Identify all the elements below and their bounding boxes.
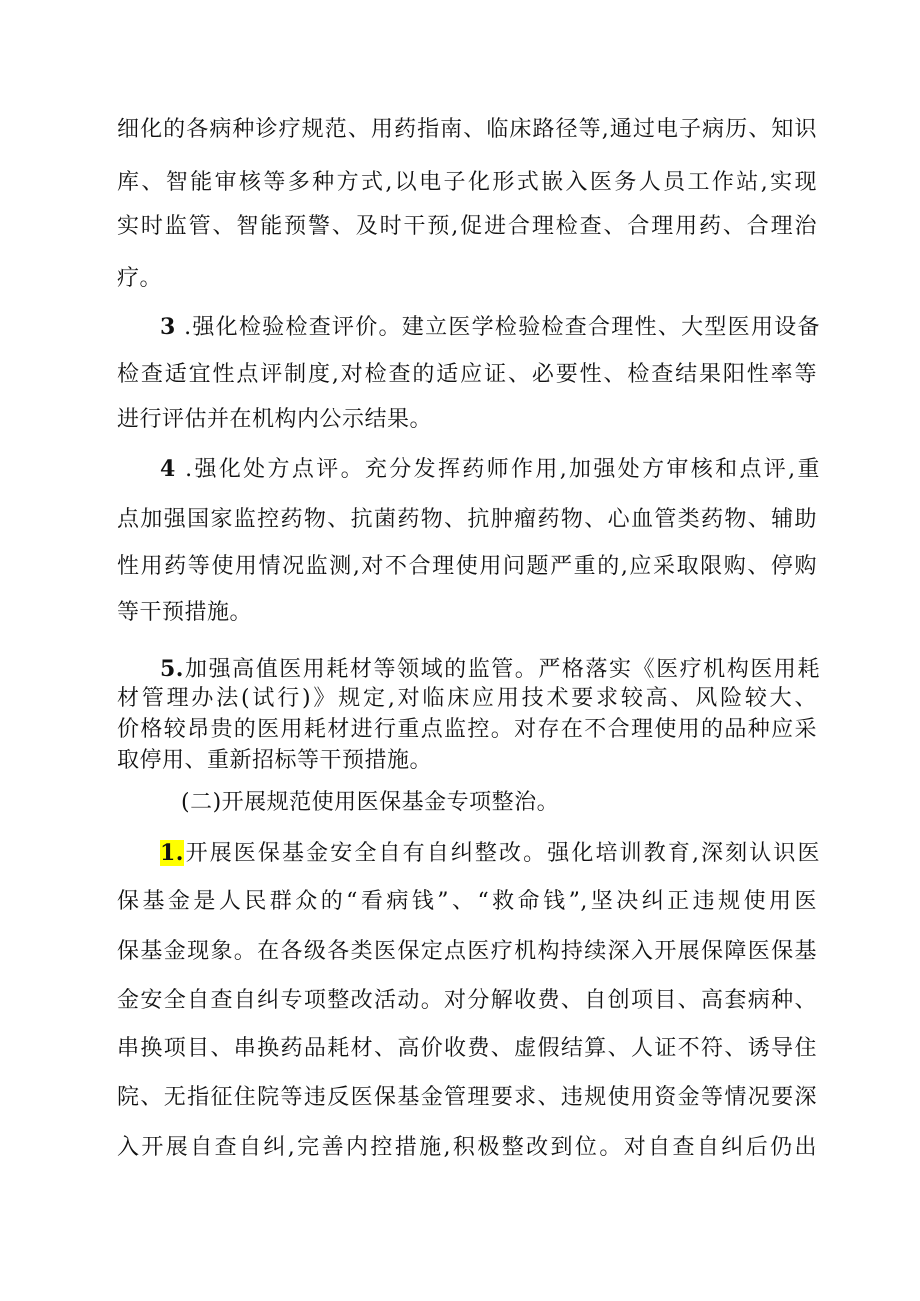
p4-line-4: 取停用、重新招标等干预措施。 xyxy=(117,748,433,773)
p2-line-1 xyxy=(160,312,820,343)
p4-line-1 xyxy=(160,654,820,685)
p5-number-highlighted: 1. xyxy=(160,840,184,866)
p1-line-4: 疗。 xyxy=(117,266,163,291)
p4-line-2: 材管理办法(试行)》规定,对临床应用技术要求较高、风险较大、 xyxy=(117,686,817,711)
p5-line-7: 入开展自查自纠,完善内控措施,积极整改到位。对自查自纠后仍出 xyxy=(117,1135,817,1160)
p4-line-3: 价格较昂贵的医用耗材进行重点监控。对存在不合理使用的品种应采 xyxy=(117,717,817,742)
p3-number: 4 xyxy=(160,456,176,482)
p3-line-2: 点加强国家监控药物、抗菌药物、抗肿瘤药物、心血管类药物、辅助 xyxy=(117,507,817,532)
p3-line-3: 性用药等使用情况监测,对不合理使用问题严重的,应采取限购、停购 xyxy=(117,554,817,579)
p1-line-2: 库、智能审核等多种方式,以电子化形式嵌入医务人员工作站,实现 xyxy=(117,170,817,195)
p5-line-5: 串换项目、串换药品耗材、高价收费、虚假结算、人证不符、诱导住 xyxy=(117,1036,817,1061)
p2-line-2: 检查适宜性点评制度,对检查的适应证、必要性、检查结果阳性率等 xyxy=(117,362,817,387)
p3-line-1-text: .强化处方点评。充分发挥药师作用,加强处方审核和点评,重 xyxy=(175,457,820,482)
p2-number: 3 xyxy=(160,314,176,340)
p4-number: 5. xyxy=(160,656,184,682)
section-heading-2: (二)开展规范使用医保基金专项整治。 xyxy=(181,790,560,815)
p5-line-6: 院、无指征住院等违反医保基金管理要求、违规使用资金等情况要深 xyxy=(117,1085,817,1110)
p1-line-3: 实时监管、智能预警、及时干预,促进合理检查、合理用药、合理治 xyxy=(117,214,817,239)
p2-line-1-text: .强化检验检查评价。建立医学检验检查合理性、大型医用设备 xyxy=(175,315,820,340)
p5-line-4: 金安全自查自纠专项整改活动。对分解收费、自创项目、高套病种、 xyxy=(117,988,817,1013)
p5-line-1-text: 开展医保基金安全自有自纠整改。强化培训教育,深刻认识医 xyxy=(183,841,820,866)
p5-line-3: 保基金现象。在各级各类医保定点医疗机构持续深入开展保障医保基 xyxy=(117,939,817,964)
p1-line-1: 细化的各病种诊疗规范、用药指南、临床路径等,通过电子病历、知识 xyxy=(117,117,817,142)
p3-line-1 xyxy=(160,454,820,485)
p5-line-2: 保基金是人民群众的“看病钱”、“救命钱”,坚决纠正违规使用医 xyxy=(117,889,817,914)
p2-line-3: 进行评估并在机构内公示结果。 xyxy=(117,407,433,432)
p4-line-1-text: 加强高值医用耗材等领域的监管。严格落实《医疗机构医用耗 xyxy=(183,657,820,682)
p3-line-4: 等干预措施。 xyxy=(117,600,253,625)
p5-line-1 xyxy=(160,838,820,869)
